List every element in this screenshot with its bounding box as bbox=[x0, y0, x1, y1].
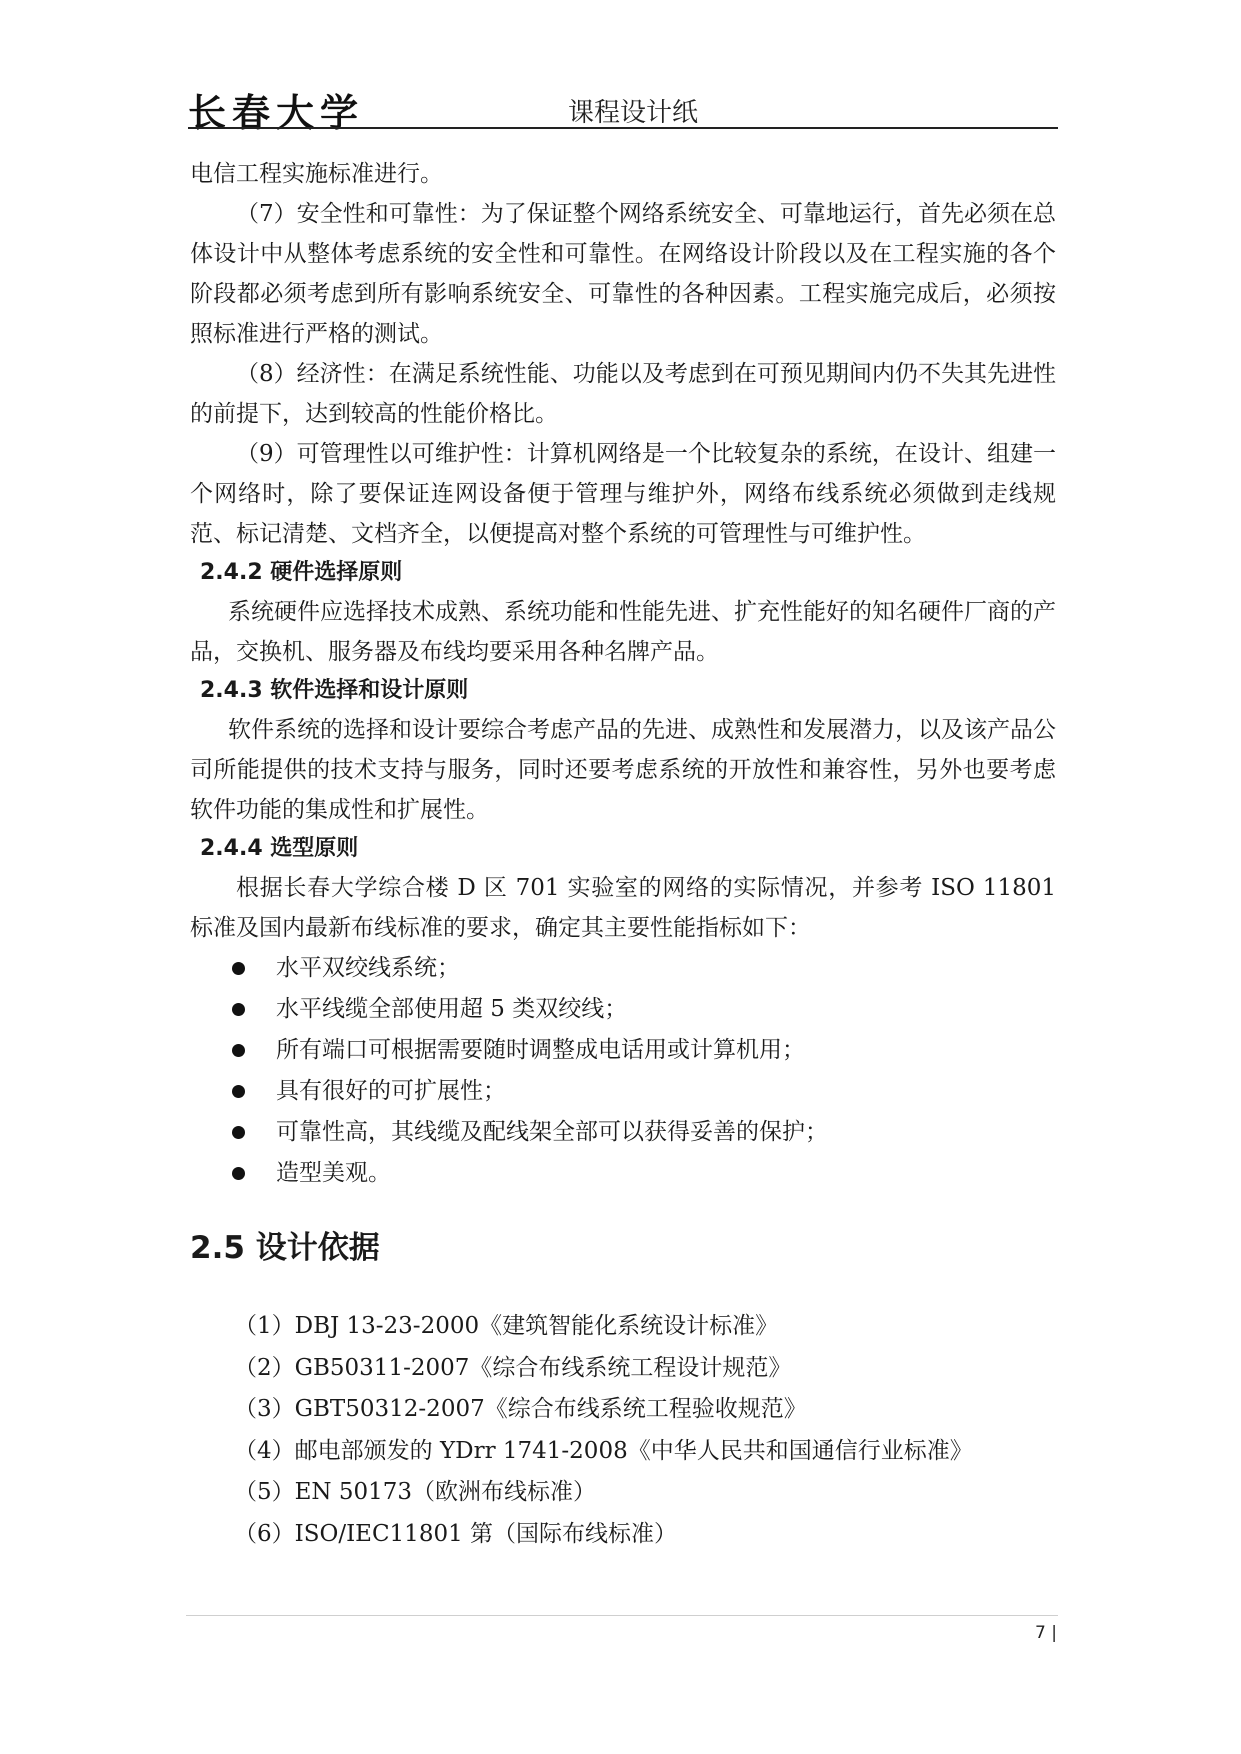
heading-2-4-4: 2.4.4 选型原则 bbox=[200, 836, 359, 861]
list-item: 水平线缆全部使用超 5 类双绞线； bbox=[190, 989, 1056, 1030]
reference-item: （4）邮电部颁发的 YDrr 1741-2008《中华人民共和国通信行业标准》 bbox=[234, 1437, 973, 1464]
bullet-dot-icon bbox=[232, 1085, 245, 1098]
paragraph-continuation: 电信工程实施标准进行。 bbox=[190, 161, 443, 187]
heading-2-4-2: 2.4.2 硬件选择原则 bbox=[200, 560, 403, 585]
header-title: 课程设计纸 bbox=[568, 98, 699, 128]
reference-item: （3）GBT50312-2007《综合布线系统工程验收规范》 bbox=[234, 1396, 807, 1422]
paragraph-economy: （8）经济性：在满足系统性能、功能以及考虑到在可预见期间内仍不失其先进性的前提下，达到较高的性能价格比。 bbox=[190, 361, 1056, 427]
paragraph-manageability: （9）可管理性以可维护性：计算机网络是一个比较复杂的系统，在设计、组建一个网络时，除了要保证连网设备便于管理与维护外，网络布线系统必须做到走线规范、标记清楚、文档齐全，以便提高对整个系统的可管理性与可维护性。 bbox=[190, 441, 1056, 547]
bullet-dot-icon bbox=[232, 1167, 245, 1180]
footer-divider bbox=[186, 1615, 1058, 1616]
heading-2-4-3: 2.4.3 软件选择和设计原则 bbox=[200, 678, 469, 703]
section-title-2-5: 2.5 设计依据 bbox=[190, 1230, 380, 1266]
reference-item: （6）ISO/IEC11801 第（国际布线标准） bbox=[234, 1520, 678, 1547]
reference-list bbox=[190, 1306, 1056, 1555]
reference-item: （5）EN 50173（欧洲布线标准） bbox=[234, 1479, 597, 1505]
page-number: 7 | bbox=[1035, 1623, 1057, 1643]
list-item: 具有很好的可扩展性； bbox=[190, 1071, 1056, 1112]
bullet-dot-icon bbox=[232, 1003, 245, 1016]
bullet-dot-icon bbox=[232, 962, 245, 975]
bullet-dot-icon bbox=[232, 1126, 245, 1139]
header-divider bbox=[188, 127, 1058, 129]
bullet-dot-icon bbox=[232, 1044, 245, 1057]
university-logo: 长春大学 bbox=[188, 90, 365, 135]
reference-item: （1）DBJ 13-23-2000《建筑智能化系统设计标准》 bbox=[234, 1313, 779, 1339]
list-item: 水平双绞线系统； bbox=[190, 948, 1056, 989]
list-item: 造型美观。 bbox=[190, 1153, 1056, 1194]
list-item: 所有端口可根据需要随时调整成电话用或计算机用； bbox=[190, 1030, 1056, 1071]
paragraph-hardware: 系统硬件应选择技术成熟、系统功能和性能先进、扩充性能好的知名硬件厂商的产品，交换机、服务器及布线均要采用各种名牌产品。 bbox=[190, 599, 1056, 665]
paragraph-selection: 根据长春大学综合楼 D 区 701 实验室的网络的实际情况，并参考 ISO 11801 标准及国内最新布线标准的要求，确定其主要性能指标如下： bbox=[190, 875, 1056, 941]
paragraph-security: （7）安全性和可靠性：为了保证整个网络系统安全、可靠地运行，首先必须在总体设计中从整体考虑系统的安全性和可靠性。在网络设计阶段以及在工程实施的各个阶段都必须考虑到所有影响系统安全、可靠性的各种因素。工程实施完成后，必须按照标准进行严格的测试。 bbox=[190, 201, 1056, 347]
document-body bbox=[190, 154, 1056, 1555]
paragraph-software: 软件系统的选择和设计要综合考虑产品的先进、成熟性和发展潜力，以及该产品公司所能提供的技术支持与服务，同时还要考虑系统的开放性和兼容性，另外也要考虑软件功能的集成性和扩展性。 bbox=[190, 717, 1056, 823]
reference-item: （2）GB50311-2007《综合布线系统工程设计规范》 bbox=[234, 1354, 792, 1381]
selection-bullet-list bbox=[190, 948, 1056, 1194]
list-item: 可靠性高，其线缆及配线架全部可以获得妥善的保护； bbox=[190, 1112, 1056, 1153]
